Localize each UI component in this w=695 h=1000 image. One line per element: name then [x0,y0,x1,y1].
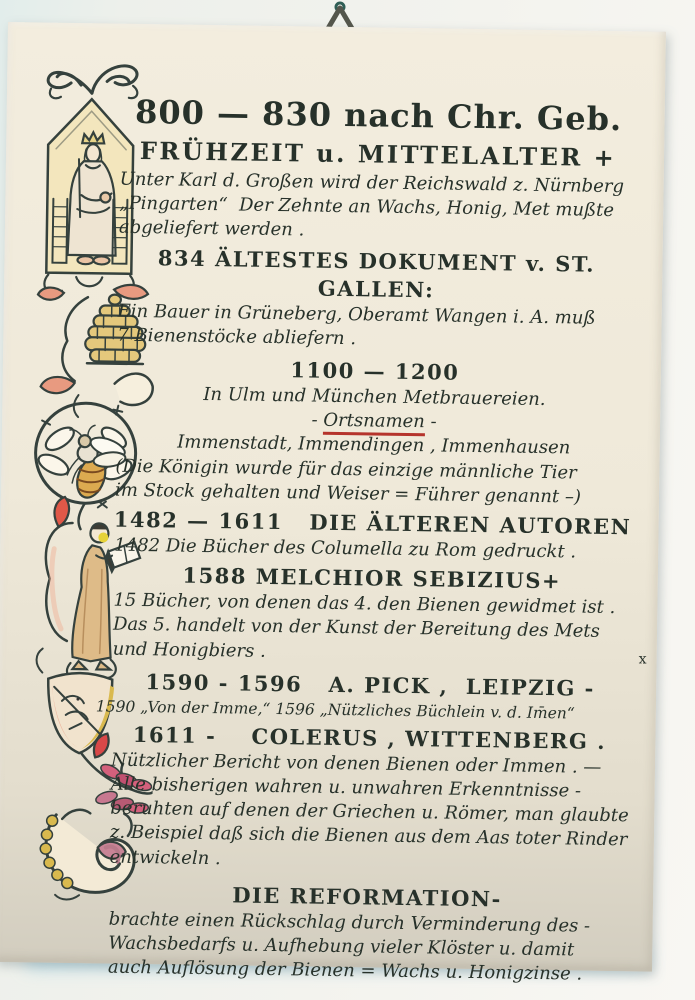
gallen-heading: 834 ÄLTESTES DOKUMENT v. ST. GALLEN: [157,244,605,302]
body-line: 1482 Die Bücher des Columella zu Rom gedruckt . [114,534,577,563]
body-line: In Ulm und München Metbrauereien. [203,383,546,411]
colerus-heading: 1611 - COLERUS , WITTENBERG . [132,721,607,754]
body-line: auch Auflösung der Bienen = Wachs u. Honigzinse . [107,956,583,985]
body-line: Immenstadt, Immendingen , Immenhausen [177,431,571,459]
ulm-title: 1100 — 1200 [290,357,460,385]
ortsnamen-underlined: Ortsnamen [323,410,425,437]
poster-title: 800 — 830 nach Chr. Geb. [134,92,623,139]
sebizius-heading: 1588 MELCHIOR SEBIZIUS+ [182,562,562,594]
body-line: abgeliefert werden . [118,217,305,241]
poster-text [90,63,656,988]
pick-heading: 1590 - 1596 A. PICK , LEIPZIG - [145,668,596,701]
dash-prefix: - [311,409,324,431]
body-line: beruhten auf denen der Griechen u. Römer, man glaubte [110,797,629,827]
poster-board [0,22,666,985]
body-line: entwickeln . [109,846,221,869]
body-line: (Die Königin wurde für das einzige männliche Tier [115,455,577,484]
body-line: Alle bisherigen wahren u. unwahren Erkenntnisse - [110,773,582,802]
autoren-heading: 1482 — 1611 DIE ÄLTEREN AUTOREN [113,506,632,540]
era-heading: FRÜHZEIT u. MITTELALTER + [139,135,617,173]
reformation-heading: DIE REFORMATION- [232,882,502,912]
body-line: im Stock gehalten und Weiser = Führer genannt –) [114,479,582,508]
body-text: und Honigbiers . [112,638,266,662]
body-line: „Pingarten“ Der Zehnte an Wachs, Honig, Met mußte [119,192,615,222]
body-line: Ein Bauer in Grüneberg, Oberamt Wangen i. A. muß [117,300,596,329]
body-line: 15 Bücher, von denen das 4. den Bienen gewidmet ist . [113,589,616,619]
body-line: brachte einen Rückschlag durch Verminderung des - [108,908,591,937]
body-line: Unter Karl d. Großen wird der Reichswald z. Nürnberg [119,168,625,198]
body-line: 1590 „Von der Imme,“ 1596 „Nützliches Büchlein v. d. Im̄en“ [95,697,575,723]
body-line: Nützlicher Bericht von denen Bienen oder Immen . — [110,749,602,778]
body-line: Wachsbedarfs u. Aufhebung vieler Klöster u. damit [108,932,575,961]
dash-suffix: - [424,411,437,433]
marginal-x-mark: x [638,651,647,668]
body-line: Das 5. handelt von der Kunst der Bereitung des Mets [112,614,601,643]
body-line: z. Beispiel daß sich die Bienen aus dem Aas toter Rinder [109,822,628,851]
body-line: 7 Bienenstöcke abliefern . [117,324,357,350]
